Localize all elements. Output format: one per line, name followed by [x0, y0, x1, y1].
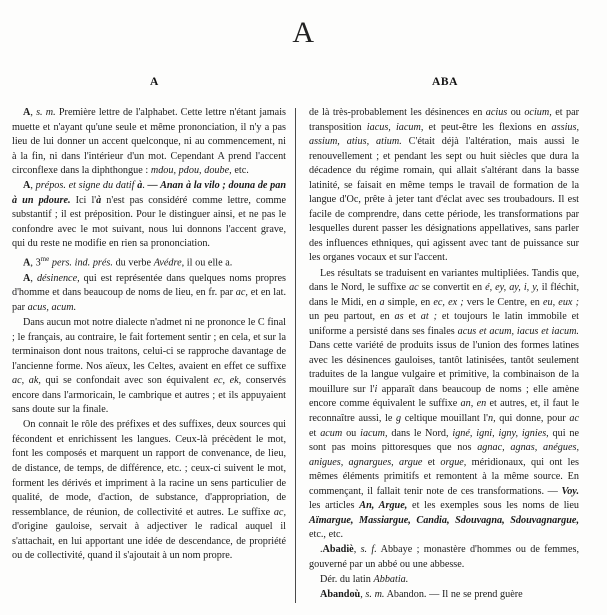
paragraph-italic: ac: [409, 282, 419, 294]
cross-reference-voy: Voy.: [561, 485, 579, 497]
paragraph-text-5: C'était déjà l'altération, mais aussi le renouvellement ; et pendant les sept ou huit siècles que dura la décadence du régime romain, qui allait s'altérant dans la basse latinité, se faisait en même temps le travail de formation de la langue d'Oc, prête à jeter tant d'éclat avec ses troubadours. Il est facile de comprendre, dans cette période, les transformations par lesquelles durent passer les désignations appellatives, sans parler des influences ethniques, qui agissent avec tant de puissance sur les organes vocaux et sur l'accent.: [309, 136, 579, 264]
cross-reference-articles: An, Argue,: [359, 500, 408, 512]
paragraph-text-4: et peut-être les flexions en: [423, 121, 552, 133]
dictionary-entry: A, prépos. et signe du datif à. — Anan à la vilo ; douna de pan à un pdoure. Ici l'à n'est pas considéré comme lettre, comme substantif ; il est préposition. Pour le distinguer ainsi, et ne pas le confondre avec le mot suivant, nous lui donnons l'accent grave, qui du reste ne modifie en rien sa prononciation.: [12, 180, 287, 250]
grammar-extra: à: [137, 180, 143, 192]
paragraph-italic-5: eu, eux ;: [543, 296, 579, 308]
paragraph-italic-14: acum: [320, 427, 343, 439]
body-paragraph: [12, 316, 286, 418]
paragraph-text-9: Dans cette variété de produits issus de l'union des formes latines avec les désinences gauloises, tantôt latinisées, tantôt seulement traduites de la langue vulgaire et primitive, la combinaison de la mouillure sur l': [309, 340, 579, 395]
paragraph-italic-9: i: [374, 383, 378, 395]
paragraph-italic-13: ac: [569, 412, 579, 424]
paragraph-italic-10: an, en: [460, 398, 487, 410]
headword: A: [23, 272, 31, 284]
etymology-source: Abbatia.: [373, 574, 409, 585]
paragraph-text-20: les articles: [309, 500, 360, 512]
dictionary-entry: A, $3^{me}$ pers. ind. prés. du verbe Avédre, il ou elle a.: [23, 255, 233, 269]
paragraph-italic-4: assius, assium, atius, atium.: [309, 121, 580, 148]
paragraph-text-11: et autres, et, il faut le reconnaître aussi, le: [309, 398, 579, 424]
entry-body: qui est représentée dans quelques noms propres d'homme et dans beaucoup de noms de lieu, en fr. par: [12, 272, 286, 299]
paragraph-text-12: celtique mouillant l': [401, 412, 489, 424]
dictionary-entry: Abandoù, s. m. Abandon. — Il ne se prend guère: [320, 589, 523, 601]
page-title: A: [292, 16, 315, 49]
dictionary-entry: A, désinence, qui est représentée dans quelques noms propres d'homme et dans beaucoup de noms de lieu, en fr. par ac, et en lat. par acus, acum.: [12, 272, 287, 313]
paragraph-text-3: conservés encore dans l'armoricain, le cambrique et autres ; et ils appuyaient sans doute sur la finale.: [12, 375, 287, 416]
running-head-right: ABA: [432, 76, 459, 88]
paragraph-italic-17: agnac, agnas, anégues, anigues, agnargues, argue: [309, 442, 579, 468]
paragraph-text-6: un peu partout, en: [309, 311, 395, 323]
paragraph-text-21: et les exemples sous les noms de lieu: [407, 500, 579, 512]
paragraph-text-10: apparaît dans beaucoup de noms ; elle amène encore comme équivalent le suffixe: [309, 383, 579, 410]
grammar-label: s. m.: [365, 589, 385, 601]
paragraph-italic-6: as: [394, 311, 404, 323]
grammar-label: pers. ind. prés.: [51, 257, 113, 269]
paragraph-italic-3: a: [379, 296, 385, 308]
paragraph-text-22: etc., etc.: [309, 529, 344, 541]
entry-body: Ici l': [70, 194, 97, 206]
paragraph-text-3: et par transposition: [309, 107, 580, 133]
grammar-label: désinence,: [36, 272, 80, 284]
entry-body: Abandon. — Il ne se prend guère: [384, 589, 523, 601]
entry-body: du verbe: [112, 257, 154, 269]
body-paragraph: [12, 418, 286, 563]
paragraph-text: Dans aucun mot notre dialecte n'admet ni ne prononce le C final ; le français, au contraire, le fait fortement sentir ; en cela, et sur la terminaison dont nous traitons, celui-ci se rapproche davantage de l'ancienne forme. Nos aïeux, les Celtes, avaient en effet ce suffixe: [12, 317, 286, 372]
entry-body: Abbaye ; monastère d'hommes ou de femmes, gouverné par un abbé ou une abbesse.: [309, 544, 579, 570]
paragraph-text: de là très-probablement les désinences en: [309, 107, 486, 118]
paragraph-italic-2: ec, ek,: [213, 375, 242, 387]
paragraph-italic-7: at ;: [420, 311, 437, 323]
running-heads: [0, 76, 607, 98]
paragraph-text-17: qui ne sont pas moins pittoresques que nos: [309, 427, 580, 454]
entry-body-italic: Avédre,: [153, 257, 185, 269]
entry-body-cont: il ou elle a.: [184, 257, 233, 269]
headword: A: [23, 180, 31, 192]
running-head-left: A: [150, 76, 159, 88]
ordinal-number: 3: [35, 257, 41, 269]
paragraph-text-2: qui se confondait avec son équivalent: [40, 375, 214, 387]
dictionary-entry: A, s. m. Première lettre de l'alphabet. Cette lettre n'étant jamais muette et n'ayant qu'une seule et même prononciation, il n'y a pas lieu de lui donner un accent quelconque, ni au commencement, ni à la fin, ni dans l'intérieur d'un mot. Cependant A prend l'accent circonflexe dans la diphthongue : mdou, pdou, doube, etc.: [12, 107, 286, 177]
headword: A: [23, 257, 31, 269]
grammar-label: s. f.: [360, 544, 377, 556]
paragraph-text-7: et: [403, 311, 421, 323]
headword: Abandoù: [320, 589, 361, 601]
paragraph-italic-4: ec, ex ;: [433, 296, 464, 308]
paragraph-italic-12: n,: [488, 412, 496, 424]
paragraph-text-2: ou: [507, 107, 525, 118]
etymology-text: Dér. du latin: [320, 574, 374, 585]
entry-body-cont: n'est pas considéré comme lettre, comme substantif ; il est préposition. Pour le distinguer ainsi, et ne pas le confondre avec le mot suivant, nous lui donnons l'accent grave, qui du reste ne modifie en rien sa prononciation.: [12, 194, 286, 250]
paragraph-text-2: d'origine gauloise, servait à adjectiver le radical auquel il s'attachait, en lui apportant une idée de descendance, de propriété ou de collectivité, quand il s'ajoutait à un nom propre.: [12, 521, 286, 562]
right-column: [296, 106, 579, 603]
paragraph-italic-8: acus et acum, iacus et iacum.: [457, 325, 579, 337]
paragraph-italic-15: iacum,: [360, 427, 388, 439]
paragraph-italic: ac, ak,: [12, 375, 41, 387]
paragraph-italic-3: iacus, iacum,: [366, 121, 424, 133]
paragraph-italic-2: é, ey, ay, i, y,: [485, 282, 539, 294]
paragraph-text-8: et toujours le latin immobile et uniforme a persisté dans ses finales: [309, 311, 579, 337]
paragraph-text-3: il fléchit, dans le Midi, en: [309, 282, 579, 308]
dictionary-entry: .Abadiè, s. f. Abbaye ; monastère d'hommes ou de femmes, gouverné par un abbé ou une abbesse.: [309, 544, 579, 570]
entry-body: Première lettre de l'alphabet. Cette lettre n'étant jamais muette et n'ayant qu'une seule et même prononciation, il n'y a pas lieu de lui donner un accent quelconque, ni au commencement, ni à la fin, ni dans l'intérieur d'un mot. Cependant A prend l'accent circonflexe dans la diphthongue :: [12, 107, 286, 177]
two-column-body: [0, 106, 607, 603]
paragraph-italic-16: igné, igni, igny, ignies,: [452, 427, 549, 439]
entry-lead-mark: .: [320, 544, 323, 556]
paragraph-italic-11: g: [396, 412, 402, 424]
cross-reference-placenames: Aïmargue, Massiargue, Candia, Sdouvagna, Sdouvagnargue,: [309, 514, 579, 526]
paragraph-text-16: dans le Nord,: [387, 427, 453, 439]
paragraph-text-18: et: [422, 456, 441, 468]
paragraph-text-15: ou: [342, 427, 361, 439]
paragraph-italic: acius: [485, 107, 508, 118]
entry-body-cont: et en lat. par: [12, 287, 287, 313]
entry-body-italic: mdou, pdou, doube,: [150, 165, 232, 177]
paragraph-text-2: se convertit en: [418, 282, 486, 294]
paragraph-text-13: qui donne, pour: [495, 412, 570, 424]
headword: Abadiè: [322, 544, 354, 556]
entry-body-end: etc.: [231, 165, 249, 177]
paragraph-text-4: simple, en: [384, 296, 434, 308]
paragraph-italic-18: orgue,: [440, 456, 467, 468]
paragraph-text-19: méridionaux, qui ont les mêmes éléments primitifs et remontent à la même source. En commençant, il fallait tenir note de ces transformations. —: [309, 456, 579, 497]
paragraph-text-14: et: [309, 427, 321, 439]
grammar-label: s. m.: [36, 107, 56, 118]
entry-body-italic: ac,: [235, 287, 248, 299]
grammar-label: prépos. et signe du datif: [35, 180, 135, 192]
entry-example: — Anan à la vilo ; douna de pan à un pdoure.: [12, 180, 287, 206]
body-paragraph-continued: [309, 106, 579, 266]
paragraph-italic: ac,: [273, 506, 286, 518]
paragraph-italic-2: ocium,: [524, 107, 552, 118]
left-column: [12, 106, 295, 603]
headword: A: [23, 107, 31, 118]
body-paragraph: [309, 267, 579, 543]
paragraph-text: Les résultats se traduisent en variantes multipliées. Tandis que, dans le Nord, le suffixe: [309, 267, 579, 294]
paragraph-text-5: vers le Centre, en: [463, 296, 543, 308]
entry-body-emph: à: [96, 194, 102, 206]
entry-body-italic-2: acus, acum.: [27, 302, 77, 313]
ordinal-suffix: me: [40, 255, 50, 264]
paragraph-text: On connait le rôle des préfixes et des suffixes, deux sources qui fécondent et enrichissent les langues. Ceux-là précèdent le mot, font les composés et marquent un rapport de convenance, de lieu, de distance, de temps, de différence, etc. ; ceux-ci suivent le mot, forment les dérivés et impriment à la racine un sens particulier de qualité, de mode, d'action, de substance, d'appropriation, de ressemblance, de réunion, de collectivité et autres. Le suffixe: [12, 419, 286, 518]
etymology-note: [309, 573, 579, 588]
